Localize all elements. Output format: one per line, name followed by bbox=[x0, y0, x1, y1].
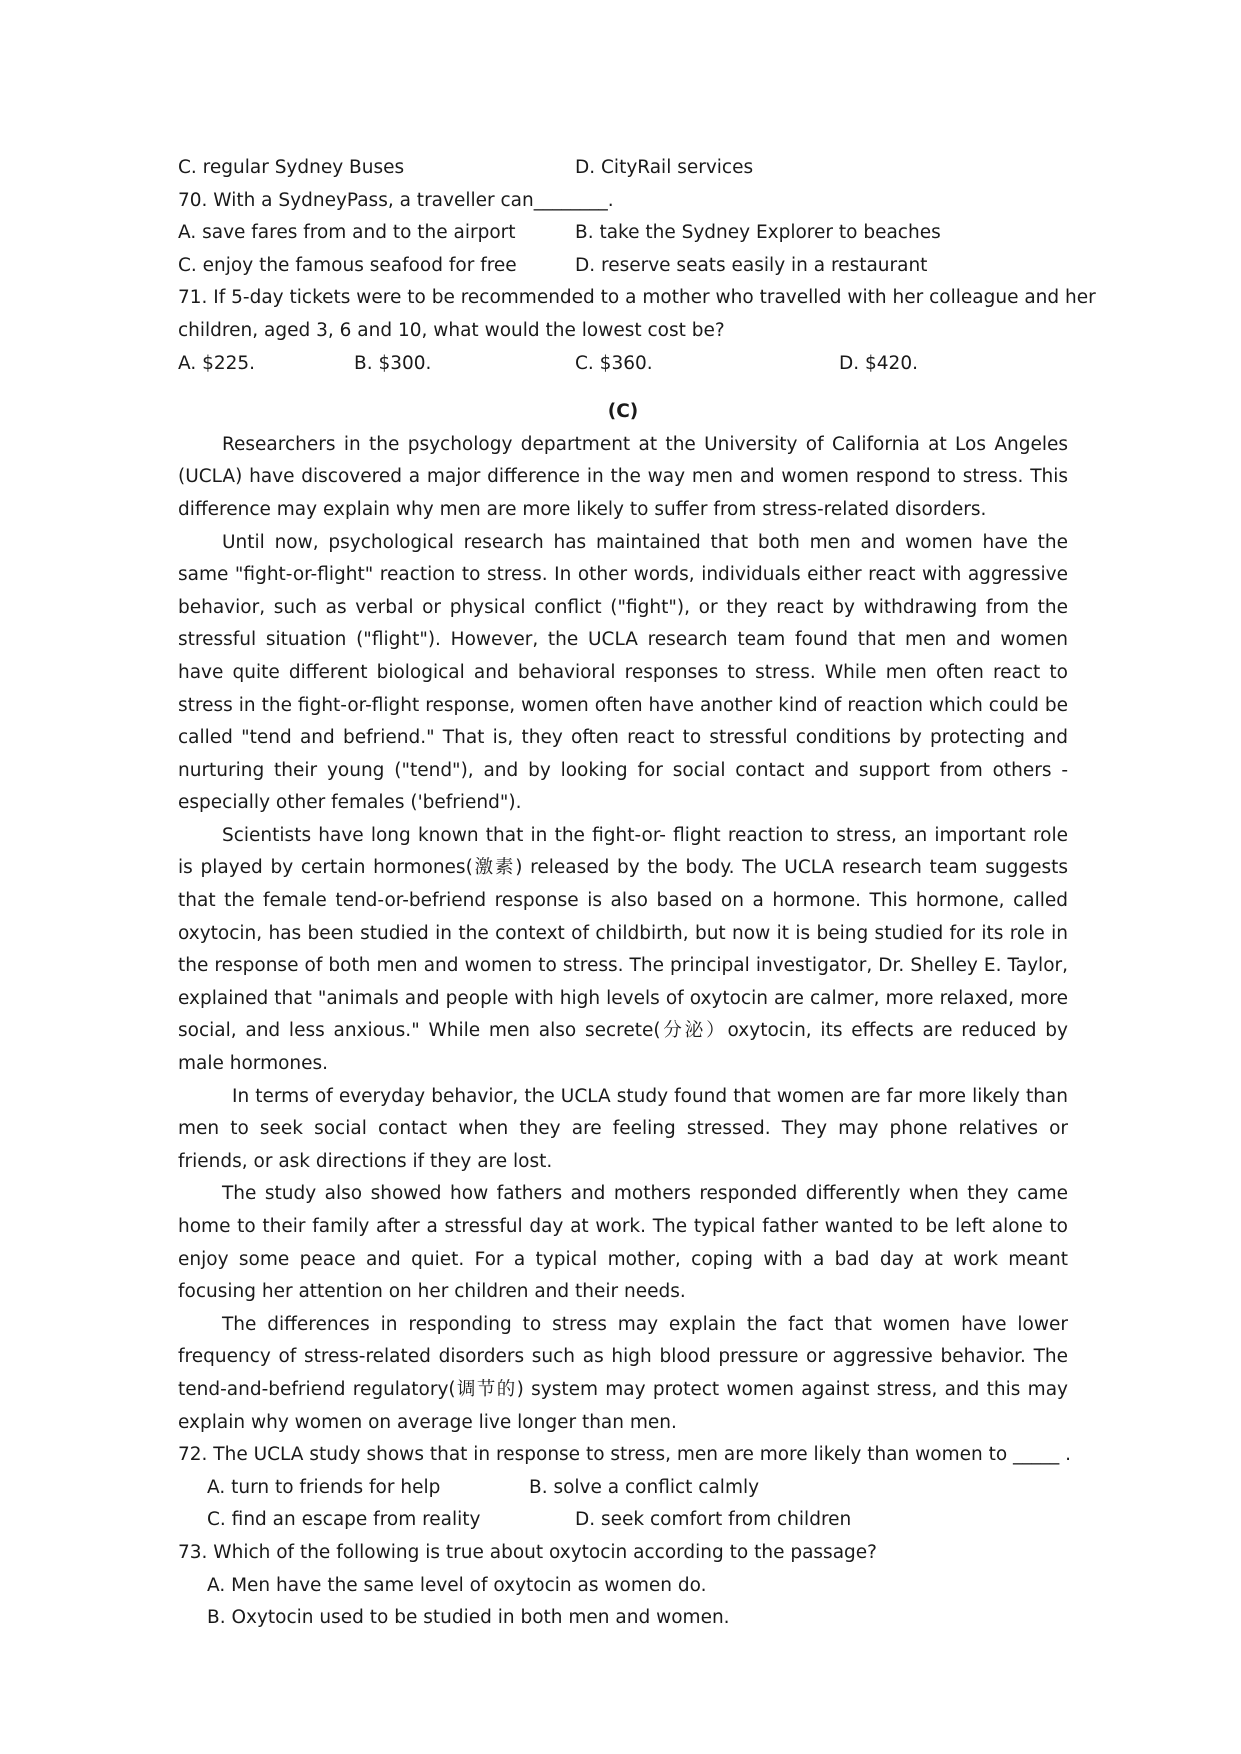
question-72-stem: 72. The UCLA study shows that in response to stress, men are more likely than women to _____ . bbox=[178, 1444, 1072, 1466]
q72-option-b: B. solve a conflict calmly bbox=[529, 1476, 760, 1498]
q72-options-ab bbox=[178, 1472, 1068, 1505]
q71-options bbox=[178, 348, 1068, 381]
q71-option-d: D. $420. bbox=[839, 352, 918, 374]
q71-option-c: C. $360. bbox=[575, 352, 653, 374]
q73-option-a: A. Men have the same level of oxytocin as women do. bbox=[207, 1574, 707, 1596]
q71-option-a: A. $225. bbox=[178, 352, 256, 374]
passage-paragraph-2: Until now, psychological research has maintained that both men and women have the same "fight-or-flight" reaction to stress. In other words, individuals either react with aggressive behavior, such as verbal or physical conflict ("fight"), or they react by withdrawing from the stressful situation ("flight"). However, the UCLA research team found that men and women have quite different biological and behavioral responses to stress. While men often react to stress in the fight-or-flight response, women often have another kind of reaction which could be called "tend and befriend." That is, they often react to stressful conditions by protecting and nurturing their young ("tend"), and by looking for social contact and support from others - especially other females ('befriend"). bbox=[178, 531, 1068, 814]
section-c-heading: (C) bbox=[607, 401, 639, 423]
q69-options-cd bbox=[178, 152, 1068, 185]
passage-paragraph-6: The differences in responding to stress may explain the fact that women have lower frequency of stress-related disorders such as high blood pressure or aggressive behavior. The tend-and-befriend regulatory(调节的) system may protect women against stress, and this may explain why women on average live longer than men. bbox=[178, 1313, 1068, 1433]
passage-paragraph-1: Researchers in the psychology department at the University of California at Los Angeles (UCLA) have discovered a major difference in the way men and women respond to stress. This difference may explain why men are more likely to suffer from stress-related disorders. bbox=[178, 433, 1068, 520]
question-70-stem: 70. With a SydneyPass, a traveller can________. bbox=[178, 189, 614, 211]
q70-options-cd bbox=[178, 250, 1068, 283]
q72-option-a: A. turn to friends for help bbox=[207, 1476, 441, 1498]
q72-option-c: C. find an escape from reality bbox=[207, 1509, 481, 1531]
q70-options-ab bbox=[178, 217, 1068, 250]
q70-option-d: D. reserve seats easily in a restaurant bbox=[575, 254, 928, 276]
q73-option-b: B. Oxytocin used to be studied in both men and women. bbox=[207, 1607, 730, 1629]
option-d: D. CityRail services bbox=[575, 157, 754, 178]
q72-options-cd bbox=[178, 1504, 1068, 1537]
q70-option-b: B. take the Sydney Explorer to beaches bbox=[575, 222, 941, 244]
question-71-stem-line2: children, aged 3, 6 and 10, what would the lowest cost be? bbox=[178, 319, 725, 341]
q70-option-c: C. enjoy the famous seafood for free bbox=[178, 254, 517, 276]
passage-paragraph-5: The study also showed how fathers and mothers responded differently when they came home to their family after a stressful day at work. The typical father wanted to be left alone to enjoy some peace and quiet. For a typical mother, coping with a bad day at work meant focusing her attention on her children and their needs. bbox=[178, 1183, 1068, 1303]
passage-paragraph-4: In terms of everyday behavior, the UCLA study found that women are far more likely than men to seek social contact when they are feeling stressed. They may phone relatives or friends, or ask directions if they are lost. bbox=[178, 1085, 1068, 1172]
page-content bbox=[178, 152, 1096, 1635]
passage-paragraph-3: Scientists have long known that in the fight-or- flight reaction to stress, an important role is played by certain hormones(激素) released by the body. The UCLA research team suggests that the female tend-or-befriend response is also based on a hormone. This hormone, called oxytocin, has been studied in the context of childbirth, but now it is being studied for its role in the response of both men and women to stress. The principal investigator, Dr. Shelley E. Taylor, explained that "animals and people with high levels of oxytocin are calmer, more relaxed, more social, and less anxious." While men also secrete(分泌）oxytocin, its effects are reduced by male hormones. bbox=[178, 824, 1068, 1075]
question-71-stem-line1: 71. If 5-day tickets were to be recommended to a mother who travelled with her colleague and her bbox=[178, 287, 1096, 309]
q72-option-d: D. seek comfort from children bbox=[575, 1509, 852, 1531]
q71-option-b: B. $300. bbox=[354, 352, 432, 374]
option-c: C. regular Sydney Buses bbox=[178, 157, 405, 178]
q70-option-a: A. save fares from and to the airport bbox=[178, 222, 516, 244]
question-73-stem: 73. Which of the following is true about oxytocin according to the passage? bbox=[178, 1541, 877, 1563]
